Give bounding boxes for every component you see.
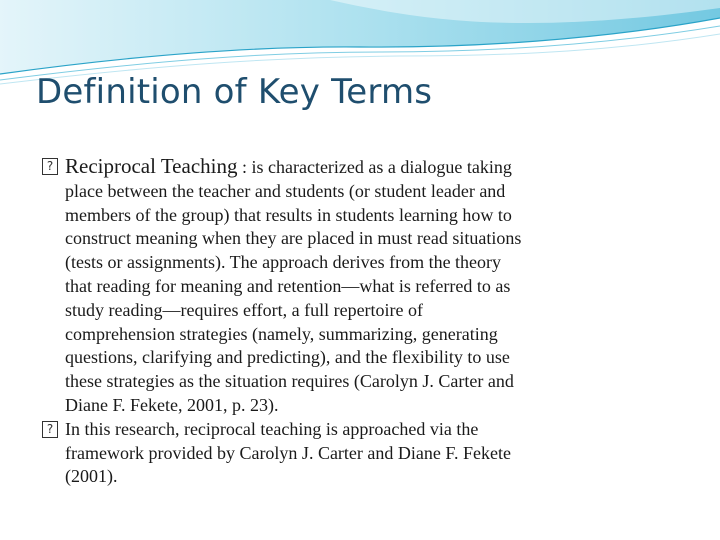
paragraph-line: Reciprocal Teaching : is characterized as a dialogue taking [65,154,512,178]
paragraph-line: place between the teacher and students (or student leader and [65,180,506,201]
paragraph-line: Diane F. Fekete, 2001, p. 23). [65,394,279,415]
paragraph-line: (tests or assignments). The approach derives from the theory [65,252,502,273]
slide-body [42,155,692,489]
paragraph-line: construct meaning when they are placed in must read situations [65,228,522,249]
slide-title: Definition of Key Terms [36,72,433,112]
bullet-glyph-icon: ? [42,421,58,438]
paragraph-line: these strategies as the situation requires (Carolyn J. Carter and [65,371,514,392]
paragraph-line: (2001). [65,466,118,487]
paragraph-line: members of the group) that results in students learning how to [65,204,512,225]
paragraph-line: study reading—requires effort, a full repertoire of [65,299,424,320]
bullet-glyph-icon: ? [42,158,58,175]
paragraph-line: that reading for meaning and retention—what is referred to as [65,275,511,296]
bullet-paragraph-research-approach [42,418,692,489]
bullet-paragraph-reciprocal-teaching [42,155,692,418]
paragraph-line: questions, clarifying and predicting), and the flexibility to use [65,347,510,368]
term-reciprocal-teaching: Reciprocal Teaching [65,154,238,178]
paragraph-line: framework provided by Carolyn J. Carter and Diane F. Fekete [65,442,511,463]
paragraph-line: In this research, reciprocal teaching is approached via the [65,418,479,439]
paragraph-line: comprehension strategies (namely, summarizing, generating [65,323,498,344]
